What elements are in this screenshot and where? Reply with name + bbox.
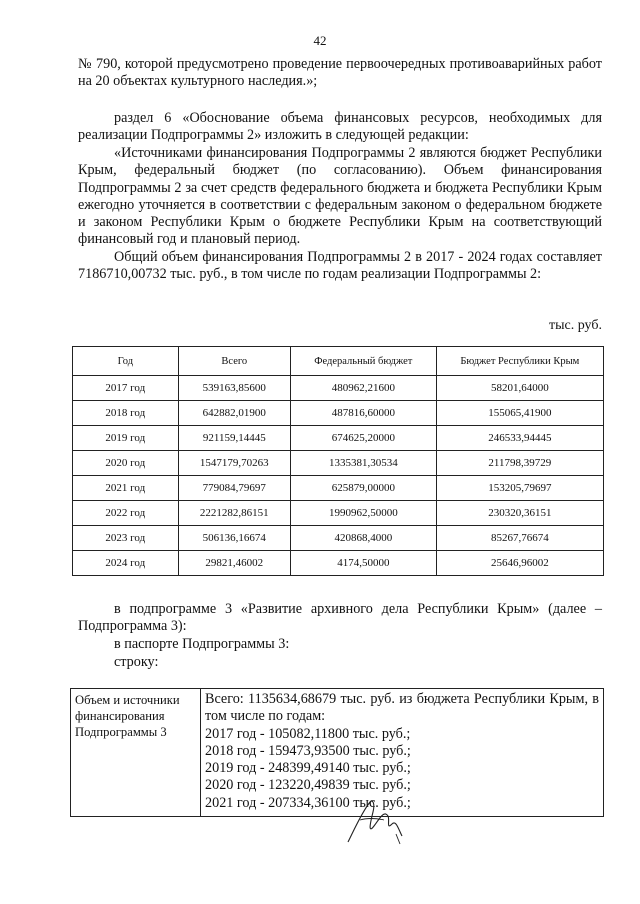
- table-row: [73, 501, 604, 526]
- header-crimea: Бюджет Республики Крым: [436, 347, 603, 376]
- cell-year: 2020 год: [73, 451, 179, 476]
- cell-federal: 4174,50000: [290, 551, 436, 576]
- table-row: [73, 426, 604, 451]
- cell-crimea: 58201,64000: [436, 376, 603, 401]
- passport-year-line: 2017 год - 105082,11800 тыс. руб.;: [205, 725, 411, 742]
- cell-total: 779084,79697: [178, 476, 290, 501]
- cell-year: 2022 год: [73, 501, 179, 526]
- cell-year: 2018 год: [73, 401, 179, 426]
- table-row: [73, 376, 604, 401]
- passport-year-line: 2021 год - 207334,36100 тыс. руб.;: [205, 794, 411, 811]
- cell-year: 2023 год: [73, 526, 179, 551]
- cell-crimea: 25646,96002: [436, 551, 603, 576]
- cell-federal: 1335381,30534: [290, 451, 436, 476]
- cell-total: 29821,46002: [178, 551, 290, 576]
- paragraph-total-volume: Общий объем финансирования Подпрограммы 2 в 2017 - 2024 годах составляет 7186710,00732 тыс. руб., в том числе по годам реализации Подпрограммы 2:: [78, 249, 602, 283]
- cell-total: 506136,16674: [178, 526, 290, 551]
- passport-summary: Всего: 1135634,68679 тыс. руб. из бюджета Республики Крым, в том числе по годам:: [205, 691, 599, 725]
- table-row: [73, 451, 604, 476]
- table-row: [73, 551, 604, 576]
- cell-year: 2021 год: [73, 476, 179, 501]
- table-row: [73, 476, 604, 501]
- header-federal: Федеральный бюджет: [290, 347, 436, 376]
- table-row: [73, 401, 604, 426]
- cell-crimea: 155065,41900: [436, 401, 603, 426]
- finance-table: [72, 346, 604, 576]
- cell-total: 2221282,86151: [178, 501, 290, 526]
- passport-table: [70, 688, 604, 817]
- cell-total: 539163,85600: [178, 376, 290, 401]
- cell-total: 1547179,70263: [178, 451, 290, 476]
- page-number: 42: [313, 33, 327, 48]
- cell-federal: 480962,21600: [290, 376, 436, 401]
- cell-crimea: 153205,79697: [436, 476, 603, 501]
- paragraph-passport: в паспорте Подпрограммы 3:: [114, 636, 290, 652]
- paragraph-subprogram-3: в подпрограмме 3 «Развитие архивного дела Республики Крым» (далее – Подпрограмма 3):: [78, 601, 602, 635]
- cell-year: 2017 год: [73, 376, 179, 401]
- cell-year: 2024 год: [73, 551, 179, 576]
- cell-total: 642882,01900: [178, 401, 290, 426]
- header-total: Всего: [178, 347, 290, 376]
- cell-crimea: 246533,94445: [436, 426, 603, 451]
- cell-crimea: 211798,39729: [436, 451, 603, 476]
- paragraph-funding-sources: «Источниками финансирования Подпрограммы 2 являются бюджет Республики Крым, федеральный бюджет (по согласованию). Объем финансирования Подпрограммы 2 за счет средств федерального бюджета и бюджета Республики Крым ежегодно уточняется в соответствии с федеральным законом о федеральном бюджете и законом Республики Крым о бюджете Республики Крым на соответствующий финансовый год и плановый период.: [78, 145, 602, 248]
- cell-federal: 420868,4000: [290, 526, 436, 551]
- cell-crimea: 85267,76674: [436, 526, 603, 551]
- cell-federal: 625879,00000: [290, 476, 436, 501]
- units-label: тыс. руб.: [549, 318, 602, 333]
- passport-row: [71, 689, 604, 817]
- cell-crimea: 230320,36151: [436, 501, 603, 526]
- cell-total: 921159,14445: [178, 426, 290, 451]
- passport-year-line: 2019 год - 248399,49140 тыс. руб.;: [205, 760, 411, 777]
- passport-year-line: 2018 год - 159473,93500 тыс. руб.;: [205, 742, 411, 759]
- passport-year-line: 2020 год - 123220,49839 тыс. руб.;: [205, 777, 411, 794]
- paragraph-section-6: раздел 6 «Обоснование объема финансовых ресурсов, необходимых для реализации Подпрограммы 2» изложить в следующей редакции:: [78, 110, 602, 144]
- cell-year: 2019 год: [73, 426, 179, 451]
- paragraph-continuation: № 790, которой предусмотрено проведение первоочередных противоаварийных работ на 20 объектах культурного наследия.»;: [78, 56, 602, 90]
- cell-federal: 1990962,50000: [290, 501, 436, 526]
- header-year: Год: [73, 347, 179, 376]
- cell-federal: 674625,20000: [290, 426, 436, 451]
- passport-label: Объем и источники финансирования Подпрограммы 3: [71, 689, 201, 817]
- table-row: [73, 526, 604, 551]
- cell-federal: 487816,60000: [290, 401, 436, 426]
- paragraph-row: строку:: [114, 654, 159, 670]
- handwritten-signature: [340, 790, 420, 850]
- finance-table-header: [73, 347, 604, 376]
